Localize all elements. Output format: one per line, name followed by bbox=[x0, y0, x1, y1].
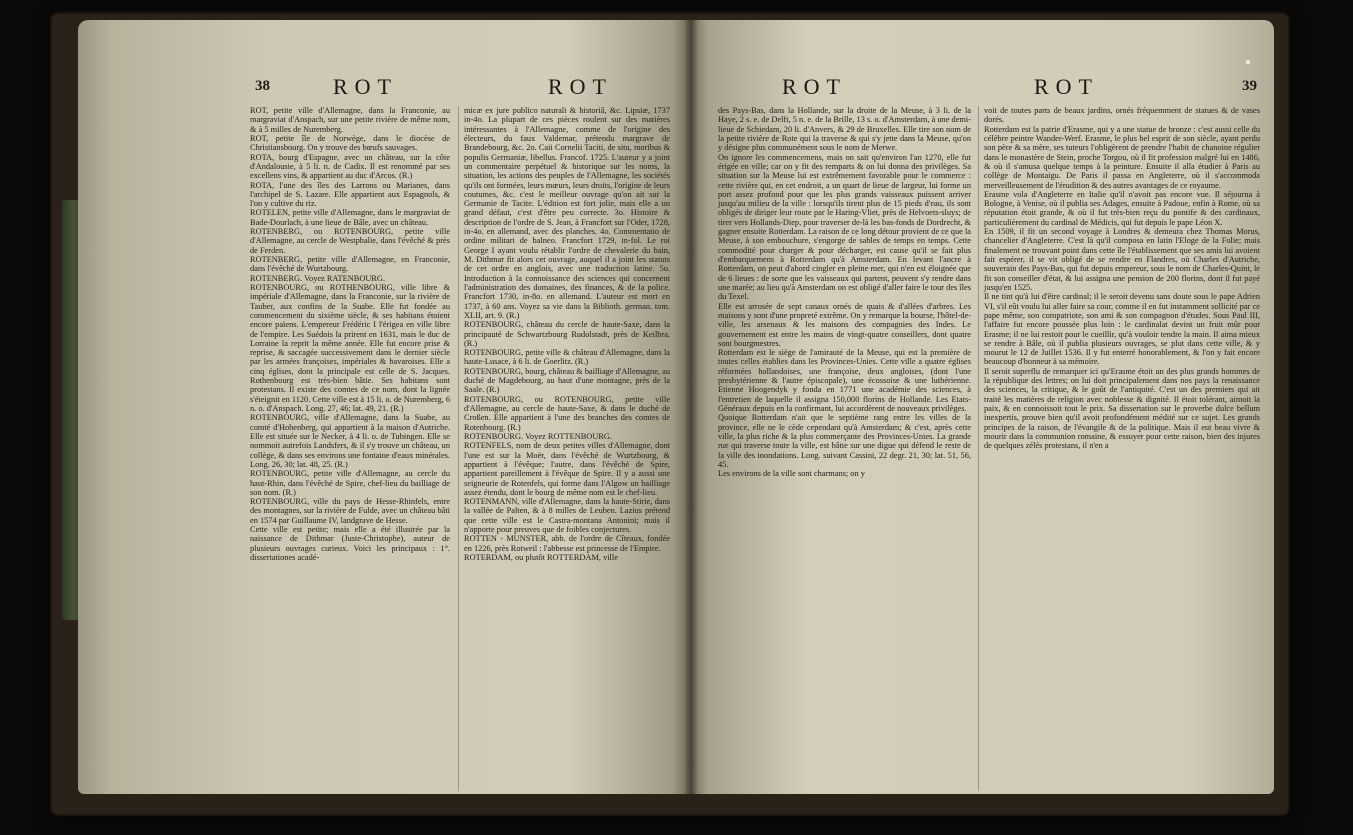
column-rule bbox=[978, 106, 979, 791]
running-head-left: ROT bbox=[333, 74, 398, 99]
book-gutter bbox=[684, 20, 698, 794]
text-column-left: des Pays-Bas, dans la Hollande, sur la droite de la Meuse, à 3 li. de la Haye, 2 s. e. de Delft, 5 n. e. de la Brille, 13 s. o. d'Amsterdam, à une demi-lieue de Schiedam, 20 li. d'Anvers, & 29 de Bruxelles. Elle tire son nom de la petite rivière de Rote qui la traverse & qui s'y jette dans la Meuse, qu'on y désigne plus communément sous le nom de Merwe. On ignore les commencemens, mais on sait qu'environ l'an 1270, elle fut érigée en ville; car on y fit des remparts & on lui donna des privilèges. Sa situation sur la Meuse lui est extrêmement favorable pour le commerce : cette rivière qui, en cet endroit, a un quart de lieue de largeur, lui forme un port assez profond pour que les plus grands vaisseaux puissent arriver jusqu'au milieu de la ville : lorsqu'ils tirent plus de 15 pieds d'eau, ils sont obligés de diriger leur route par le Haring-Vliet, près de Helvoets-sluys; de tirer vers Hollands-Diep, pour traverser de-là les bas-fonds de Dordrecht, & gagner ensuite Rotterdam. La raison de ce long détour provient de ce que la Meuse, à son embouchure, s'engorge de sables de temps en temps. Cette commodité pour charger & pour décharger, est cause qu'il se fait plus d'embarquemens à Rotterdam qu'à Amsterdam. En levant l'ancre à Rotterdam, on peut d'abord cingler en pleine mer, qui n'en est éloignée que de 6 lieues : de sorte que les vaisseaux qui partent, peuvent s'y rendre dans une marée; au lieu qu'à Amsterdam on est obligé d'aller faire le tour des îles du Texel. Elle est arrosée de sept canaux ornés de quais & d'allées d'arbres. Les maisons y sont d'une propreté extrême. On y remarque la bourse, l'hôtel-de-ville, les arsenaux & les maisons des compagnies des Indes. Le gouvernement est entre les mains de vingt-quatre conseillers, dont quatre sont bourgmestres. Rotterdam est le siège de l'amirauté de la Meuse, qui est la première de toutes celles établies dans les Provinces-Unies. Cette ville a quatre églises réformées hollandoises, une françoise, deux angloises, (dont l'une presbytérienne & l'autre épiscopale), une écossoise & une luthérienne. Etienne Hoogendyk y fonda en 1771 une académie des sciences, à l'entretien de laquelle il assigna 150,000 florins de Hollande. Les Etats-Généraux depuis en la confirmant, lui accordèrent de nouveaux privilèges. Quoique Rotterdam n'ait que le septième rang entre les villes de la province, elle ne le cède cependant qu'à Amsterdam; & c'est, après cette ville, la plus riche & la plus commerçante des Provinces-Unies. La grande rue qui traverse toute la ville, est bâtie sur une digue qui défend le reste de la ville des inondations. Long. suivant Cassini, 22 degr. 21, 30; lat. 51, 56, 45. Les environs de la ville sont charmans; on y bbox=[718, 106, 972, 479]
page-number: 38 bbox=[255, 78, 270, 94]
running-head-right: ROT bbox=[1034, 74, 1099, 99]
text-column-left: ROT, petite ville d'Allemagne, dans la Franconie, au margraviat d'Anspach, sur une petite rivière de même nom, & à 5 milles de Nuremberg. ROT, petite île de Norwège, dans le diocèse de Christiansbourg. On y trouve des bœufs sauvages. ROTA, bourg d'Espagne, avec un château, sur la côte d'Andalousie, à 5 li. n. de Cadix. Il est renommé par ses excellens vins, & appartient au duc d'Arcos. (R.) ROTA, l'une des îles des Larrons ou Marianes, dans l'archipel de S. Lazare. Elle appartient aux Espagnols, & l'on y cultive du riz. ROTELEN, petite ville d'Allemagne, dans le margraviat de Bade-Dourlach, à une lieue de Bâle, avec un château. ROTENBERG, ou ROTENBOURG, petite ville d'Allemagne, au cercle de Westphalie, dans l'évêché & près de Ferden. ROTENBERG, petite ville d'Allemagne, en Franconie, dans l'évêché de Wurtzbourg. ROTENBERG. Voyez RATENBOURG. ROTENBOURG, ou ROTHENBOURG, ville libre & impériale d'Allemagne, dans la Franconie, sur la rivière de Tauber, aux confins de la Suabe. Elle fut fondée au commencement du sixième siècle, & ses habitans étoient encore païens. L'empereur Frédéric I l'érigea en ville libre de l'empire. Les Suédois la prirent en 1631, mais le duc de Lorraine la reprit la même année. Elle fut encore prise & reprise, & saccagée successivement dans le dernier siècle par les armées françoises, impériales & bavaroises. Elle a cinq églises, dont la principale est celle de S. Jacques. Rothenbourg est très-bien bâtie. Ses habitans sont protestans. Il existe des comtes de ce nom, dont la lignée s'éteignit en 1120. Cette ville est à 15 li. o. de Nuremberg, 6 n. o. d'Anspach. Long. 27, 46; lat. 49, 21. (R.) ROTENBOURG, ville d'Allemagne, dans la Suabe, au comté d'Hohenberg, qui appartient à la maison d'Autriche. Elle est située sur le Necker, à 4 li. o. de Tubingen. Elle se nommoit autrefois Landsfers, & il s'y trouve un château, un collège, & dans ses environs une fontaine d'eaux minérales. Long. 26, 30; lat. 48, 25. (R.) ROTENBOURG, petite ville d'Allemagne, au cercle du haut-Rhin, dans l'évêché de Spire, chef-lieu du bailliage de son nom. (R.) ROTENBOURG, ville du pays de Hesse-Rhinfels, entre des montagnes, sur la rivière de Fulde, avec un château bâti en 1574 par Guillaume IV, landgrave de Hesse. Cette ville est petite; mais elle a été illustrée par la naissance de Dithmar (Juste-Christophe), auteur de plusieurs ouvrages curieux. Voici les principaux : 1°. dissertationes acadé- bbox=[250, 106, 450, 562]
right-page bbox=[690, 20, 1274, 794]
text-column-right: micæ ex jure publico naturali & historiâ, &c. Lipsiæ, 1737 in-4o. La plupart de ces pièces roulent sur des matières intéressantes à l'Allemagne, comme de l'origine des électeurs, du faux Valdemar, prétendu margrave de Brandebourg, &c. 2o. Caii Cornelii Taciti, de situ, moribus & populis Germaniæ, libellus. Francof. 1725. L'auteur y a joint un commentaire perpétuel & historique sur les noms, la situation, les actions des peuples de l'Allemagne, les sociétés qu'ils ont formées, leurs mœurs, leurs droits, l'origine de leurs coutumes, &c. c'est le meilleur ouvrage qu'on ait sur la Germanie de Tacite. L'édition est fort jolie, mais elle a un grand défaut, c'est d'être peu correcte. 3o. Histoire & description de l'ordre de S. Jean, à Francfort sur l'Oder, 1728, in-4o. en allemand, avec des planches. 4o. Commentatio de ordine militari de balneo. Francfort 1729, in-fol. Le roi George I ayant voulu rétablir l'ordre de chevalerie du bain, M. Dithmar fit alors cet ouvrage, auquel il a joint les statuts de cet ordre en anglois, avec une traduction latine. 5o. Introduction à la connoissance des sciences qui concernent l'administration des domaines, des finances, & de la police. Francfort 1730, in-8o. en allemand. L'auteur est mort en 1737, à 60 ans. Voyez sa vie dans la Biblioth. german. tom. XLII, art. 9. (R.) ROTENBOURG, château du cercle de haute-Saxe, dans la principauté de Schwartzbourg Rudolstadt, près de Keilbra. (R.) ROTENBOURG, petite ville & château d'Allemagne, dans la haute-Lusace, à 6 li. de Goerlitz. (R.) ROTENBOURG, bourg, château & bailliage d'Allemagne, au duché de Magdebourg, au haut d'une montagne, près de la Saale. (R.) ROTENBOURG, ou ROTENBOURG, petite ville d'Allemagne, au cercle de haute-Saxe, & dans le duché de Croßen. Elle appartient à l'une des branches des comtes de Rotenbourg. (R.) ROTENBOURG. Voyez ROTTENBOURG. ROTENFELS, nom de deux petites villes d'Allemagne, dont l'une est sur la Moër, dans l'évêché de Wurtzbourg, & appartient à l'évêque; l'autre, dans l'évêché de Spire, appartient pareillement à l'évêque de Spire. Il y a aussi une seigneurie de Rotenfels, qui forme dans l'Algow un bailliage assez étendu, dont le bourg de même nom est le chef-lieu. ROTENMANN, ville d'Allemagne, dans la haute-Stirie, dans la vallée de Palten, & à 8 milles de Leuben. Lazius prétend que cette ville est le Castra-montana Antonini; mais il n'apporte pour preuves que de foibles conjectures. ROTTEN - MUNSTER, abb. de l'ordre de Cîteaux, fondée en 1226, près Rotweil : l'abbesse est princesse de l'Empire. ROTERDAM, ou plutôt ROTTERDAM, ville bbox=[464, 106, 671, 562]
text-column-right: voit de toutes parts de beaux jardins, ornés fréquemment de statues & de vases dorés. Rotterdam est la patrie d'Erasme, qui y a une statue de bronze : c'est aussi celle du célèbre peintre Wander-Werf. Erasme, le plus bel esprit de son siècle, ayant perdu son père & sa mère, ses tuteurs l'obligèrent de prendre l'habit de chanoine régulier dans le monastère de Stein, proche Torgou, où il fit profession malgré lui en 1486, & où il s'amusa quelque temps à la peinture. Ensuite il alla étudier à Paris au collège de Montaigu. De Paris il passa en Angleterre, où il s'accommoda merveilleusement de l'érudition & des autres avantages de ce royaume. Erasme vola d'Angleterre en Italie qu'il n'avoit pas encore vue. Il séjourna à Bologne, à Venise, où il publia ses Adages, ensuite à Padoue, enfin à Rome, où sa réputation étoit grande, & où il fut très-bien reçu du pontife & des cardinaux, particulièrement du cardinal de Médicis, qui fut depuis le pape Léon X. En 1509, il fit un second voyage à Londres & demeura chez Thomas Morus, chancelier d'Angleterre. C'est là qu'il composa en latin l'Eloge de la Folie; mais finalement ne trouvant point dans cette île l'établissement que ses amis lui avoient fait espérer, il se vit obligé de se rendre en Flandres, où Charles d'Autriche, souverain des Pays-Bas, qui fut depuis empereur, sous le nom de Charles-Quint, le fit son conseiller d'état, & lui assigna une pension de 200 florins, dont il fut payé jusqu'en 1525. Il ne tint qu'à lui d'être cardinal; il le seroit devenu sans doute sous le pape Adrien VI, s'il eût voulu lui aller faire sa cour, comme il en fut instamment sollicité par ce pape même, son compatriote, son ami & son compagnon d'études. Sous Paul III, l'affaire fut encore poussée plus loin : le cardinalat devint un fruit mûr pour Erasme; il ne lui restoit pour le cueillir, qu'à vouloir tendre la main. Il aima mieux se rendre à Bâle, où il publia plusieurs ouvrages, se plut dans cette ville, & y mourut le 12 de Juillet 1536. Il y fut enterré honorablement, & l'on y fait encore beaucoup d'honneur à sa mémoire. Il seroit superflu de remarquer ici qu'Erasme étoit un des plus grands hommes de la république des lettres; on lui doit principalement dans nos pays la renaissance des sciences, la critique, & le goût de l'antiquité. C'est un des premiers qui ait traité les matières de religion avec noblesse & dignité. Il étoit tolérant, aimoit la paix, & en connoissoit tout le prix. Sa dissertation sur le proverbe dulce bellum inexpertis, prouve bien qu'il avoit profondément médité sur ce sujet. Les grands principes de la raison, de l'évangile & de la politique. Mais il eut beau vivre & mourir dans la communion romaine, & essuyer pour cette raison, bien des injures de quelques zélés protestans, il n'en a bbox=[984, 106, 1260, 451]
running-head-right: ROT bbox=[548, 74, 613, 99]
page-number: 39 bbox=[1242, 78, 1257, 94]
running-head-left: ROT bbox=[782, 74, 847, 99]
left-page bbox=[78, 20, 690, 794]
column-rule bbox=[458, 106, 459, 791]
corner-mark bbox=[1246, 60, 1250, 64]
